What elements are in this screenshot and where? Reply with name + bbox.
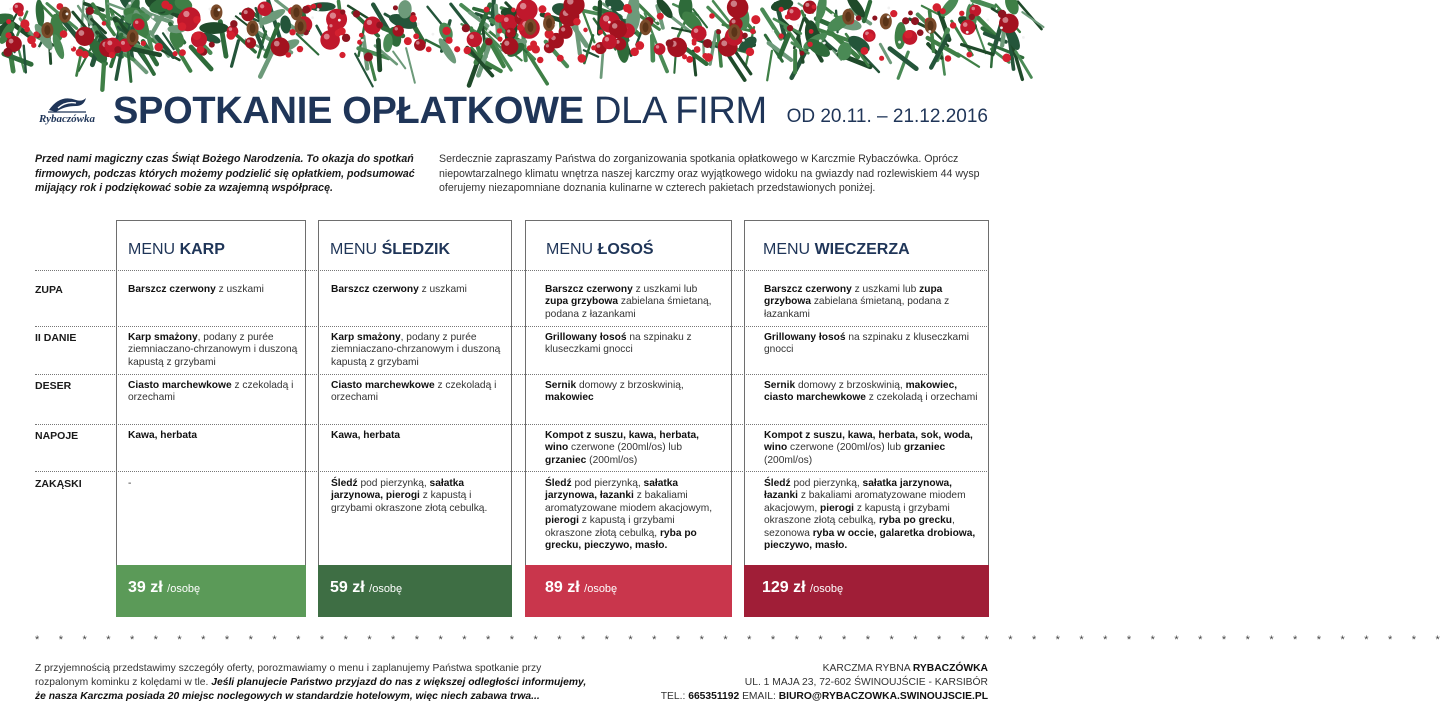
stars-divider: * * * * * * * * * * * * * * * * * * * * * * * * * * * * * * * * * * * * * * * * * * * * * * * * * * * * * * * * * * * * bbox=[35, 634, 1448, 646]
row-label-danie: II DANIE bbox=[35, 332, 77, 344]
menu-title-prefix: MENU bbox=[546, 241, 594, 258]
footer-note bbox=[35, 662, 595, 704]
row-separator bbox=[35, 374, 989, 375]
dish-description: domowy z brzoskwinią, bbox=[576, 380, 684, 391]
dish-name: Kawa, herbata bbox=[128, 430, 198, 441]
menu-title bbox=[128, 241, 225, 259]
menu-cell-danie bbox=[331, 332, 507, 369]
dish-name: pierogi bbox=[820, 502, 855, 514]
dish-name: sałatka jarzynowa, łazanki bbox=[764, 478, 953, 502]
price-amount bbox=[128, 579, 200, 597]
menu-cell-napoje bbox=[331, 430, 507, 442]
footer-note-plain: Z przyjemnością przedstawimy szczegóły oferty, porozmawiamy o menu i zaplanujemy Państwa spotkanie przy rozpalonym kominku z kolędami w tle. bbox=[35, 663, 542, 688]
title-strong: SPOTKANIE OPŁATKOWE bbox=[113, 90, 584, 132]
dish-name: Kompot z suszu, kawa, herbata, wino bbox=[545, 430, 699, 454]
row-separator bbox=[35, 326, 989, 327]
row-separator bbox=[35, 424, 989, 425]
menu-column-karp bbox=[116, 220, 306, 617]
menu-title-name: WIECZERZA bbox=[814, 241, 910, 258]
footer-contact bbox=[661, 662, 988, 704]
address: UL. 1 MAJA 23, 72-602 ŚWINOUJŚCIE - KARSIBÓR bbox=[744, 677, 988, 688]
dish-description: , podany z purée ziemniaczano-chrzanowym i duszoną kapustą z grzybami bbox=[128, 332, 298, 368]
dish-name: Grillowany łosoś bbox=[545, 332, 627, 343]
dish-name: Ciasto marchewkowe bbox=[128, 380, 232, 391]
fish-logo-icon bbox=[46, 92, 88, 114]
menu-cell-zakaski bbox=[764, 478, 982, 552]
dish-name: sałatka jarzynowa, łazanki bbox=[545, 478, 679, 502]
row-label-deser: DESER bbox=[35, 380, 72, 392]
menu-column-wieczerza bbox=[744, 220, 989, 617]
tel-label: TEL.: bbox=[660, 691, 689, 702]
garland-illustration bbox=[0, 0, 1024, 82]
row-label-zupa: ZUPA bbox=[35, 284, 63, 296]
dish-description: na szpinaku z kluseczkami gnocci bbox=[545, 332, 692, 356]
menu-cell-deser bbox=[331, 380, 507, 405]
footer-note-emphasis: Jeśli planujecie Państwo przyjazd do nas z większej odległości informujemy, że nasza Karczma posiada 20 miejsc noclegowych w standardzie hotelowym, więc niech zabawa trwa... bbox=[35, 677, 587, 702]
company-name: RYBACZÓWKA bbox=[912, 663, 988, 674]
menu-cell-napoje bbox=[764, 430, 982, 467]
menu-column-sledzik bbox=[318, 220, 512, 617]
menu-cell-zupa bbox=[128, 284, 298, 296]
dish-name: Ciasto marchewkowe bbox=[331, 380, 435, 391]
price-value: 59 zł bbox=[330, 579, 365, 596]
row-label-napoje: NAPOJE bbox=[35, 430, 79, 442]
menu-cell-napoje bbox=[545, 430, 723, 467]
dish-name: makowiec bbox=[545, 392, 594, 404]
menu-title-name: KARP bbox=[179, 241, 225, 258]
menu-title-prefix: MENU bbox=[128, 241, 176, 258]
dish-description: z uszkami lub bbox=[632, 284, 698, 295]
price-amount bbox=[545, 579, 617, 597]
company-prefix: KARCZMA RYBNA bbox=[822, 663, 913, 674]
price-box bbox=[744, 565, 989, 617]
dish-name: ryba po grecku bbox=[878, 515, 953, 527]
dish-name: Śledź bbox=[545, 478, 572, 489]
menu-cell-danie bbox=[545, 332, 723, 357]
dish-name: Barszcz czerwony bbox=[545, 284, 633, 295]
menu-cell-deser bbox=[764, 380, 982, 405]
dish-description: , podany z purée ziemniaczano-chrzanowym i duszoną kapustą z grzybami bbox=[331, 332, 501, 368]
dish-description: z kapustą i grzybami okraszone złotą cebulką. bbox=[331, 490, 488, 514]
dish-description: pod pierzynką, bbox=[790, 478, 863, 489]
menu-cell-zakaski bbox=[545, 478, 723, 552]
dish-description: (200ml/os) bbox=[586, 454, 638, 466]
dish-name: Śledź bbox=[764, 478, 791, 489]
menu-cell-danie bbox=[128, 332, 298, 369]
price-amount bbox=[762, 579, 843, 597]
dish-description: z kapustą i grzybami okraszone złotą cebulką, bbox=[764, 502, 950, 527]
menu-title-prefix: MENU bbox=[763, 241, 811, 258]
dish-name: Barszcz czerwony bbox=[764, 284, 852, 295]
dish-description: domowy z brzoskwinią, bbox=[795, 380, 906, 391]
dish-description: zabielana śmietaną, podana z łazankami bbox=[545, 296, 712, 320]
price-box bbox=[318, 565, 512, 617]
dish-name: Barszcz czerwony bbox=[331, 284, 419, 295]
dish-description: na szpinaku z kluseczkami gnocci bbox=[764, 332, 969, 356]
logo bbox=[32, 92, 102, 132]
dish-description: zabielana śmietaną, podana z łazankami bbox=[764, 296, 950, 320]
menu-title bbox=[546, 241, 654, 259]
dish-name: ryba w occie, galaretka drobiowa, pieczywo, masło. bbox=[764, 527, 976, 552]
christmas-garland bbox=[0, 0, 1024, 82]
price-box bbox=[116, 565, 306, 617]
price-value: 129 zł bbox=[762, 579, 806, 596]
dish-description: czerwone (200ml/os) lub bbox=[787, 442, 904, 454]
row-separator bbox=[35, 471, 989, 472]
price-unit: /osobę bbox=[810, 583, 844, 595]
dish-name: zupa grzybowa bbox=[764, 284, 943, 308]
phone-link[interactable]: 665351192 bbox=[688, 691, 740, 702]
dish-name: Grillowany łosoś bbox=[764, 332, 846, 343]
price-amount bbox=[330, 579, 402, 597]
menu-cell-deser bbox=[545, 380, 723, 405]
dish-description: , sezonowa bbox=[764, 515, 955, 539]
price-unit: /osobę bbox=[369, 583, 403, 595]
email-label: EMAIL: bbox=[739, 691, 779, 702]
dish-description: z uszkami bbox=[418, 284, 467, 295]
dish-description: czerwone (200ml/os) lub bbox=[568, 442, 683, 454]
dish-name: Karp smażony bbox=[331, 332, 401, 343]
dish-name: Kompot z suszu, kawa, herbata, sok, woda, wino bbox=[764, 430, 973, 454]
email-link[interactable]: BIURO@RYBACZOWKA.SWINOUJSCIE.PL bbox=[778, 691, 988, 702]
menu-cell-zakaski bbox=[331, 478, 507, 515]
dish-description: z uszkami bbox=[215, 284, 264, 295]
page-title bbox=[113, 88, 767, 134]
price-unit: /osobę bbox=[167, 583, 201, 595]
dish-description: pod pierzynką, bbox=[357, 478, 430, 489]
dish-description: z kapustą i grzybami okraszone złotą cebulką, bbox=[545, 515, 675, 539]
dish-name: Sernik bbox=[545, 380, 577, 391]
dish-description: pod pierzynką, bbox=[571, 478, 644, 489]
menu-cell-deser bbox=[128, 380, 298, 405]
menu-cell-zupa bbox=[545, 284, 723, 321]
dish-name: ryba po grecku, pieczywo, masło. bbox=[545, 527, 697, 552]
dish-name: zupa grzybowa bbox=[545, 296, 619, 308]
dish-description: z uszkami lub bbox=[851, 284, 920, 295]
menu-title bbox=[763, 241, 910, 259]
price-value: 39 zł bbox=[128, 579, 163, 596]
dish-description: - bbox=[128, 478, 132, 489]
dish-description: z czekoladą i orzechami bbox=[331, 380, 497, 404]
company-line bbox=[661, 662, 988, 676]
menu-cell-danie bbox=[764, 332, 982, 357]
dish-name: Barszcz czerwony bbox=[128, 284, 216, 295]
menu-title bbox=[330, 241, 450, 259]
dish-name: pierogi bbox=[545, 515, 579, 527]
dish-name: Sernik bbox=[764, 380, 796, 391]
menu-cell-napoje bbox=[128, 430, 298, 442]
dish-description: (200ml/os) bbox=[764, 454, 813, 466]
price-unit: /osobę bbox=[584, 583, 618, 595]
row-separator bbox=[35, 270, 989, 271]
dish-name: Karp smażony bbox=[128, 332, 198, 343]
dish-name: sałatka jarzynowa, pierogi bbox=[331, 478, 465, 502]
dish-name: makowiec, ciasto marchewkowe bbox=[764, 380, 958, 404]
menu-cell-zupa bbox=[764, 284, 982, 321]
title-light: DLA FIRM bbox=[593, 90, 767, 132]
dish-description: z czekoladą i orzechami bbox=[865, 392, 978, 404]
price-value: 89 zł bbox=[545, 579, 580, 596]
row-label-zakaski: ZAKĄSKI bbox=[35, 478, 82, 490]
menu-cell-zakaski bbox=[128, 478, 298, 490]
dish-description: z bakaliami aromatyzowane miodem akacjowym, bbox=[764, 490, 966, 514]
price-box bbox=[525, 565, 732, 617]
dish-name: Śledź bbox=[331, 478, 358, 489]
menu-column-losos bbox=[525, 220, 732, 617]
logo-text: Rybaczówka bbox=[38, 113, 96, 125]
dish-name: grzaniec bbox=[903, 442, 946, 454]
dish-name: grzaniec bbox=[545, 454, 587, 466]
contact-line bbox=[661, 690, 988, 704]
menu-title-name: ŁOSOŚ bbox=[597, 241, 654, 258]
menu-title-name: ŚLEDZIK bbox=[381, 241, 451, 258]
intro-left-text: Przed nami magiczny czas Świąt Bożego Narodzenia. To okazja do spotkań firmowych, podczas których możemy podzielić się opłatkiem, podsumować mijający rok i podziękować sobie za wzajemną współpracę. bbox=[35, 153, 415, 194]
dish-description: z czekoladą i orzechami bbox=[128, 380, 294, 404]
menu-title-prefix: MENU bbox=[330, 241, 378, 258]
dish-description: z bakaliami aromatyzowane miodem akacjowym, bbox=[545, 490, 713, 514]
date-range: OD 20.11. – 21.12.2016 bbox=[786, 106, 988, 127]
intro-right-text: Serdecznie zapraszamy Państwa do zorganizowania spotkania opłatkowego w Karczmie Rybaczówka. Oprócz niepowtarzalnego klimatu wnętrza naszej karczmy oraz wyjątkowego widoku na gwiazdy nad rozlewiskiem 44 wysp oferujemy niezapomniane doznania kulinarne w czterech pakietach przedstawionych poniżej. bbox=[439, 153, 980, 194]
menu-cell-zupa bbox=[331, 284, 507, 296]
dish-name: Kawa, herbata bbox=[331, 430, 401, 441]
